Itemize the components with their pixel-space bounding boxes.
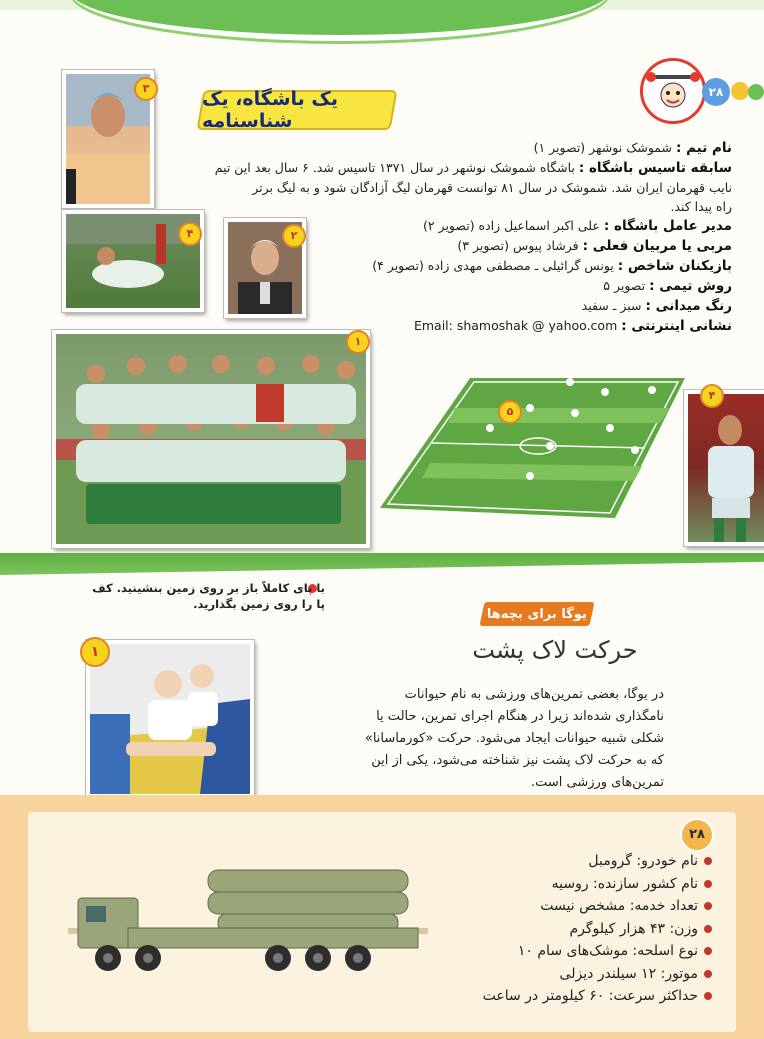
vehicle-illustration	[68, 858, 428, 988]
mascot-icon	[640, 58, 706, 124]
yoga-body: در یوگا، بعضی تمرین‌های ورزشی به نام حیوانات نامگذاری شده‌اند زیرا در هنگام اجرای تمرین، حالت یا شکلی شبیه حیوانات ایجاد می‌شود. حرکت «کورماسانا» که به حرکت لاک پشت نیز شناخته می‌شود، یکی از این تمرین‌های ورزشی است.	[364, 687, 664, 790]
yoga-note: با پای کاملاً باز بر روی زمین بنشینید. کف پا را روی زمین بگذارید.	[92, 581, 325, 611]
info-row-color: رنگ میدانی : سبز ـ سفید	[581, 298, 732, 314]
bullet-icon	[704, 902, 712, 910]
decor-dot-yellow	[731, 82, 749, 100]
yoga-tag-label: یوگا برای بچه‌ها	[487, 606, 587, 622]
info-row-team: نام تیم : شموشک نوشهر (تصویر ۱)	[533, 140, 732, 156]
formation-diagram	[380, 368, 685, 518]
info-row-coach: مربی یا مربیان فعلی : فرشاد پیوس (تصویر ۳)	[457, 238, 732, 254]
yoga-photo	[86, 640, 254, 798]
spec-item: نام کشور سازنده: روسیه	[483, 873, 712, 896]
info-row-history: سابقه تاسیس باشگاه : باشگاه شموشک نوشهر در سال ۱۳۷۱ تاسیس شد. ۶ سال بعد این تیم	[214, 160, 732, 176]
spec-item: نام خودرو: گرومبل	[483, 850, 712, 873]
bullet-icon	[704, 947, 712, 955]
club-info	[214, 138, 732, 336]
photo-badge: ۱	[80, 637, 110, 667]
vehicle-number: ۲۸	[680, 818, 714, 852]
yoga-tag	[479, 602, 594, 626]
yoga-title: حرکت لاک پشت	[472, 636, 638, 664]
bullet-icon	[704, 880, 712, 888]
bullet-icon	[704, 925, 712, 933]
bullet-icon	[704, 857, 712, 865]
spec-item: حداکثر سرعت: ۶۰ کیلومتر در ساعت	[483, 985, 712, 1008]
spec-item: وزن: ۴۳ هزار کیلوگرم	[483, 918, 712, 941]
section-divider	[0, 553, 764, 575]
spec-item: موتور: ۱۲ سیلندر دیزلی	[483, 963, 712, 986]
info-row-manager: مدیر عامل باشگاه : علی اکبر اسماعیل زاده (تصویر ۲)	[422, 218, 732, 234]
title-banner	[196, 90, 397, 130]
info-row-history-cont: نایب قهرمان ایران شد. شموشک در سال ۸۱ توانست قهرمان لیگ آزادگان شود و به لیگ برتر	[252, 180, 732, 195]
photo-badge: ۲	[282, 224, 306, 248]
info-row-history-end: راه پیدا کند.	[670, 199, 732, 214]
bullet-icon	[704, 992, 712, 1000]
info-row-players: بازیکنان شاخص : یونس گرائیلی ـ مصطفی مهدی زاده (تصویر ۴)	[372, 258, 732, 274]
team-photo	[52, 330, 370, 548]
photo-badge: ۱	[346, 330, 370, 354]
player-photo	[684, 390, 764, 546]
photo-badge: ۵	[498, 400, 522, 424]
photo-badge: ۴	[178, 222, 202, 246]
info-row-tactic: روش تیمی : تصویر ۵	[603, 278, 732, 294]
bullet-icon	[704, 970, 712, 978]
spec-item: تعداد خدمه: مشخص نیست	[483, 895, 712, 918]
spec-item: نوع اسلحه: موشک‌های سام ۱۰	[483, 940, 712, 963]
vehicle-specs	[483, 850, 712, 1008]
top-green-arc	[70, 0, 610, 41]
page-number: ۲۸	[702, 78, 730, 106]
photo-badge: ۴	[700, 384, 724, 408]
decor-dot-green	[748, 84, 764, 100]
info-row-website: نشانی اینترنتی : Email: shamoshak @ yahoo.com	[413, 318, 732, 334]
page-title: یک باشگاه، یک شناسنامه	[202, 88, 338, 132]
photo-badge: ۳	[134, 77, 158, 101]
